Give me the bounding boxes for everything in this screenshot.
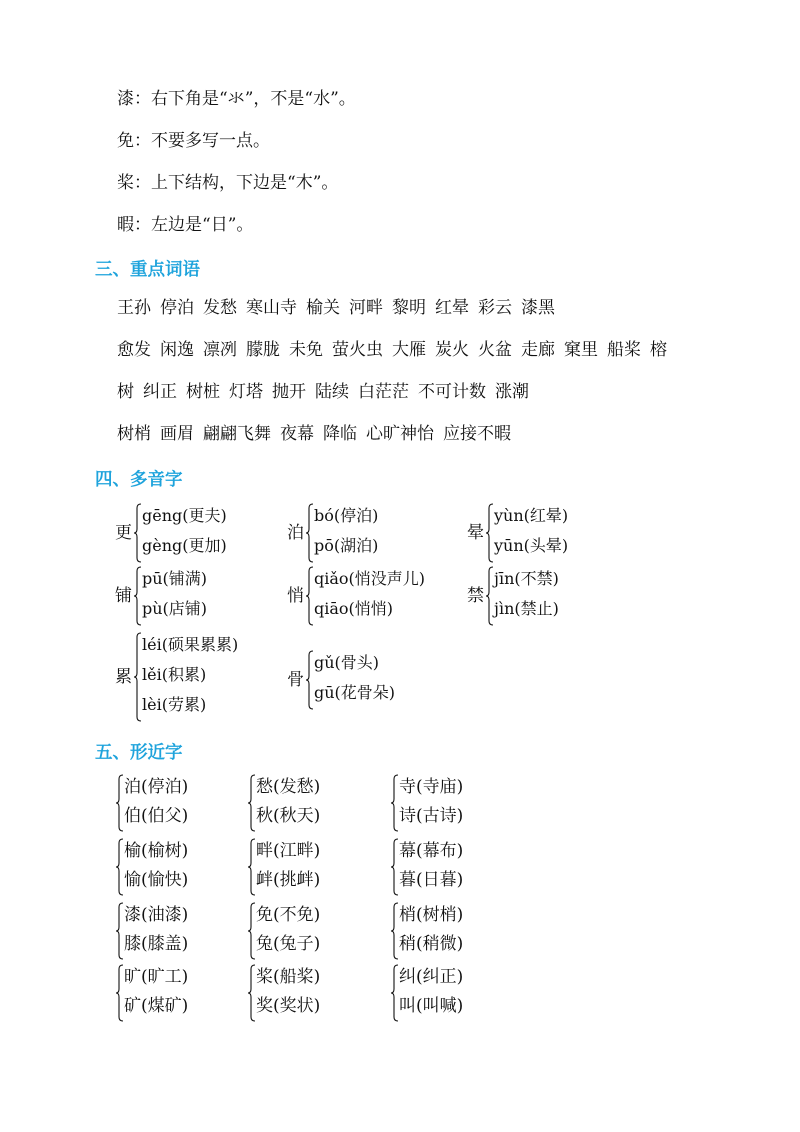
word-item: 心旷神怡 — [366, 424, 434, 444]
word-line — [117, 423, 520, 445]
similar-char-line: 榆(榆树) — [124, 841, 189, 861]
word-line — [117, 381, 538, 403]
word-item: 画眉 — [160, 424, 194, 444]
word-item: 树 — [117, 382, 134, 402]
word-item: 白茫茫 — [358, 382, 409, 402]
word-item: 火盆 — [478, 340, 512, 360]
pronunciation-line: pō(湖泊) — [314, 536, 379, 555]
pronunciation-line: gū(花骨朵) — [314, 683, 396, 702]
word-item: 凛冽 — [203, 340, 237, 360]
polyphonic-char: 悄 — [287, 586, 304, 606]
pronunciation-line: gǔ(骨头) — [314, 653, 380, 672]
word-item: 黎明 — [392, 298, 426, 318]
word-item: 炭火 — [435, 340, 469, 360]
section-heading-similar-chars: 五、形近字 — [95, 743, 183, 763]
pronunciation-line: gēng(更夫) — [142, 506, 227, 525]
word-item: 灯塔 — [229, 382, 263, 402]
similar-char-line: 愁(发愁) — [256, 777, 321, 797]
pronunciation-line: lèi(劳累) — [142, 695, 207, 714]
pronunciation-line: gèng(更加) — [142, 536, 227, 555]
similar-char-line: 幕(幕布) — [399, 841, 464, 861]
word-item: 大雁 — [392, 340, 426, 360]
word-item: 朦胧 — [246, 340, 280, 360]
pronunciation-line: léi(硕果累累) — [142, 635, 239, 654]
pronunciation-line: jīn(不禁) — [494, 569, 559, 588]
similar-char-line: 膝(膝盖) — [124, 934, 189, 954]
pronunciation-line: yùn(红晕) — [494, 506, 569, 525]
word-item: 停泊 — [160, 298, 194, 318]
word-item: 榆关 — [306, 298, 340, 318]
word-item: 翩翩飞舞 — [203, 424, 271, 444]
word-item: 王孙 — [117, 298, 151, 318]
polyphonic-char: 骨 — [287, 670, 304, 690]
section-heading-polyphonic: 四、多音字 — [95, 470, 183, 490]
word-item: 红晕 — [435, 298, 469, 318]
similar-char-line: 畔(江畔) — [256, 841, 321, 861]
similar-char-line: 暮(日暮) — [399, 870, 464, 890]
similar-char-line: 秋(秋天) — [256, 806, 321, 826]
word-item: 陆续 — [315, 382, 349, 402]
word-item: 涨潮 — [495, 382, 529, 402]
note-line: 暇：左边是“日”。 — [117, 215, 254, 235]
similar-char-line: 矿(煤矿) — [124, 996, 189, 1016]
polyphonic-char: 更 — [115, 523, 132, 543]
word-item: 应接不暇 — [443, 424, 511, 444]
word-line — [117, 339, 676, 361]
pronunciation-line: qiǎo(悄没声儿) — [314, 569, 426, 588]
pronunciation-line: qiāo(悄悄) — [314, 599, 394, 618]
pronunciation-line: pù(店铺) — [142, 599, 208, 618]
note-line: 免：不要多写一点。 — [117, 131, 270, 151]
similar-char-line: 兔(兔子) — [256, 934, 321, 954]
word-item: 走廊 — [521, 340, 555, 360]
word-item: 树梢 — [117, 424, 151, 444]
word-item: 闲逸 — [160, 340, 194, 360]
word-item: 未免 — [289, 340, 323, 360]
similar-char-line: 旷(旷工) — [124, 967, 189, 987]
similar-char-line: 桨(船桨) — [256, 967, 321, 987]
word-item: 彩云 — [478, 298, 512, 318]
polyphonic-char: 累 — [115, 667, 132, 687]
similar-char-line: 伯(伯父) — [124, 806, 189, 826]
pronunciation-line: jìn(禁止) — [494, 599, 559, 618]
similar-char-line: 纠(纠正) — [399, 967, 464, 987]
word-item: 不可计数 — [418, 382, 486, 402]
word-item: 窠里 — [564, 340, 598, 360]
pronunciation-line: pū(铺满) — [142, 569, 208, 588]
similar-char-line: 诗(古诗) — [399, 806, 464, 826]
similar-char-line: 奖(奖状) — [256, 996, 321, 1016]
similar-char-line: 泊(停泊) — [124, 777, 189, 797]
word-item: 夜幕 — [280, 424, 314, 444]
word-item: 抛开 — [272, 382, 306, 402]
polyphonic-char: 铺 — [115, 586, 132, 606]
word-line — [117, 297, 564, 319]
similar-char-line: 衅(挑衅) — [256, 870, 321, 890]
word-item: 船桨 — [607, 340, 641, 360]
word-item: 萤火虫 — [332, 340, 383, 360]
word-item: 纠正 — [143, 382, 177, 402]
pronunciation-line: bó(停泊) — [314, 506, 379, 525]
similar-char-line: 漆(油漆) — [124, 905, 189, 925]
word-item: 榕 — [650, 340, 667, 360]
section-heading-key-words: 三、重点词语 — [95, 260, 200, 280]
similar-char-line: 梢(树梢) — [399, 905, 464, 925]
similar-char-line: 稍(稍微) — [399, 934, 464, 954]
similar-char-line: 叫(叫喊) — [399, 996, 464, 1016]
pronunciation-line: yūn(头晕) — [494, 536, 569, 555]
similar-char-line: 愉(愉快) — [124, 870, 189, 890]
word-item: 发愁 — [203, 298, 237, 318]
word-item: 漆黑 — [521, 298, 555, 318]
polyphonic-char: 泊 — [287, 523, 304, 543]
word-item: 河畔 — [349, 298, 383, 318]
word-item: 寒山寺 — [246, 298, 297, 318]
word-item: 树桩 — [186, 382, 220, 402]
polyphonic-char: 晕 — [467, 523, 484, 543]
similar-char-line: 寺(寺庙) — [399, 777, 464, 797]
similar-char-line: 免(不免) — [256, 905, 321, 925]
pronunciation-line: lěi(积累) — [142, 665, 207, 684]
word-item: 降临 — [323, 424, 357, 444]
word-item: 愈发 — [117, 340, 151, 360]
note-line: 漆：右下角是“氺”，不是“水”。 — [117, 89, 356, 109]
polyphonic-char: 禁 — [467, 586, 484, 606]
note-line: 桨：上下结构，下边是“木”。 — [117, 173, 339, 193]
